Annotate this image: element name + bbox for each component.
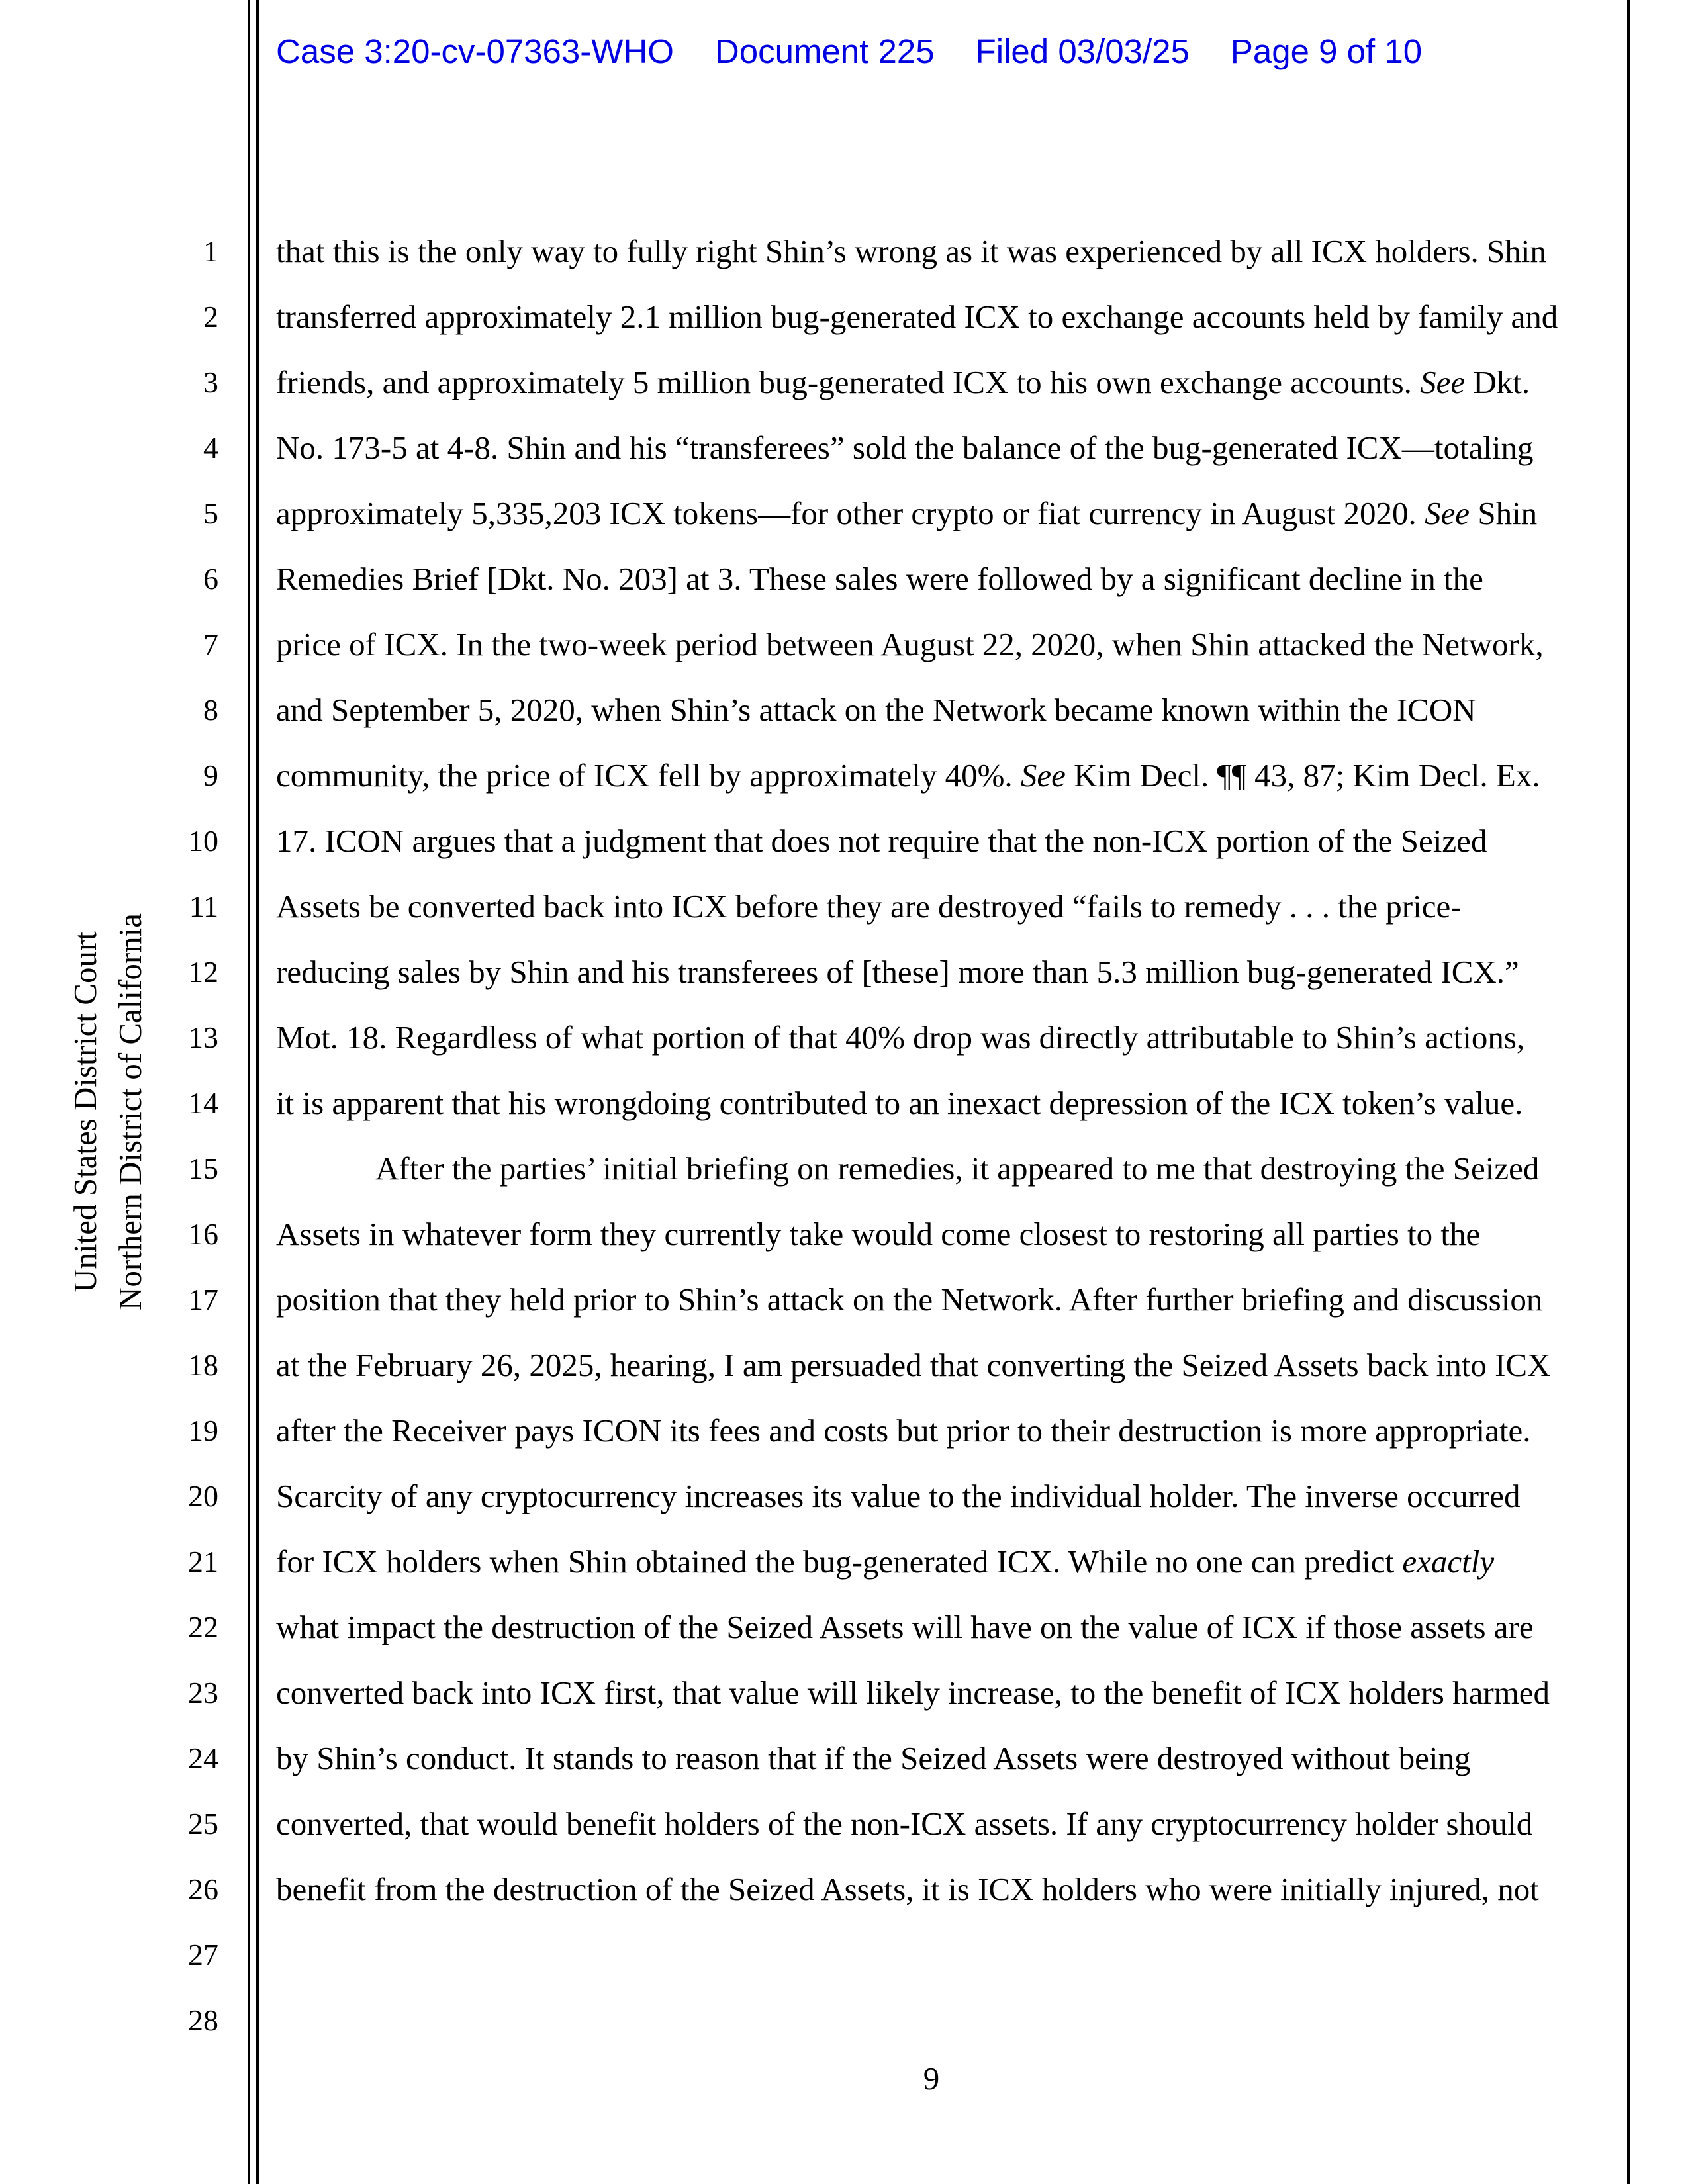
order-body-text — [276, 218, 1587, 2053]
body-line: Mot. 18. Regardless of what portion of that 40% drop was directly attributable to Shin’s actions, — [276, 1019, 1525, 1056]
line-number: 28 — [188, 2003, 218, 2037]
document-number: Document 225 — [714, 32, 935, 70]
body-line: community, the price of ICX fell by approximately 40%. See Kim Decl. ¶¶ 43, 87; Kim Decl. Ex. — [276, 757, 1540, 794]
line-number: 6 — [203, 562, 218, 596]
line-number: 13 — [188, 1021, 218, 1054]
body-line: Remedies Brief [Dkt. No. 203] at 3. These sales were followed by a significant decline in the — [276, 561, 1483, 597]
line-number: 23 — [188, 1676, 218, 1709]
body-line: after the Receiver pays ICON its fees and costs but prior to their destruction is more appropriate. — [276, 1412, 1531, 1449]
line-number: 20 — [188, 1479, 218, 1513]
body-line: reducing sales by Shin and his transferees of [these] more than 5.3 million bug-generated ICX.” — [276, 954, 1519, 990]
line-number: 5 — [203, 496, 218, 530]
body-line: Assets be converted back into ICX before they are destroyed “fails to remedy . . . the price- — [276, 888, 1462, 925]
page-indicator: Page 9 of 10 — [1230, 32, 1423, 70]
body-line — [276, 1922, 1587, 1987]
line-number: 11 — [189, 889, 218, 923]
court-name-line2: Northern District of California — [112, 913, 148, 1311]
case-number: Case 3:20-cv-07363-WHO — [276, 32, 674, 70]
body-line: transferred approximately 2.1 million bug-generated ICX to exchange accounts held by family and — [276, 298, 1558, 335]
line-number: 27 — [188, 1938, 218, 1972]
line-number: 16 — [188, 1217, 218, 1251]
line-number: 2 — [203, 300, 218, 334]
body-line: by Shin’s conduct. It stands to reason that if the Seized Assets were destroyed without being — [276, 1740, 1471, 1776]
body-line: at the February 26, 2025, hearing, I am persuaded that converting the Seized Assets back into ICX — [276, 1347, 1551, 1383]
footer-page-number: 9 — [923, 2060, 940, 2097]
line-number: 10 — [188, 824, 218, 858]
body-line: it is apparent that his wrongdoing contributed to an inexact depression of the ICX token’s value. — [276, 1085, 1523, 1121]
left-margin-rule-inner — [256, 0, 259, 2184]
right-margin-rule — [1627, 0, 1630, 2184]
body-line: No. 173-5 at 4-8. Shin and his “transferees” sold the balance of the bug-generated ICX—totaling — [276, 430, 1534, 466]
body-line: and September 5, 2020, when Shin’s attack on the Network became known within the ICON — [276, 692, 1476, 728]
body-line — [276, 1987, 1587, 2053]
line-number: 26 — [188, 1872, 218, 1906]
court-name-line1: United States District Court — [67, 931, 103, 1293]
body-line: that this is the only way to fully right Shin’s wrong as it was experienced by all ICX holders. Shin — [276, 233, 1546, 269]
line-number: 8 — [203, 693, 218, 727]
body-line: Assets in whatever form they currently take would come closest to restoring all parties to the — [276, 1216, 1481, 1252]
line-number: 15 — [188, 1152, 218, 1185]
body-line: position that they held prior to Shin’s attack on the Network. After further briefing and discussion — [276, 1281, 1543, 1318]
body-line: friends, and approximately 5 million bug-generated ICX to his own exchange accounts. See Dkt. — [276, 364, 1530, 400]
line-number: 21 — [188, 1545, 218, 1578]
body-line: price of ICX. In the two-week period between August 22, 2020, when Shin attacked the Network, — [276, 626, 1544, 662]
body-line: converted, that would benefit holders of the non-ICX assets. If any cryptocurrency holder should — [276, 1805, 1533, 1842]
line-number: 9 — [203, 758, 218, 792]
ecf-header-stamp — [276, 32, 1422, 71]
body-line: After the parties’ initial briefing on remedies, it appeared to me that destroying the Seized — [375, 1150, 1540, 1187]
line-number: 1 — [203, 234, 218, 268]
line-number: 17 — [188, 1283, 218, 1316]
line-number: 12 — [188, 955, 218, 989]
body-line: for ICX holders when Shin obtained the bug-generated ICX. While no one can predict exactly — [276, 1543, 1495, 1580]
body-line: 17. ICON argues that a judgment that does not require that the non-ICX portion of the Seized — [276, 823, 1487, 859]
line-number: 19 — [188, 1414, 218, 1447]
line-number: 7 — [203, 627, 218, 661]
line-number: 22 — [188, 1610, 218, 1644]
pleading-line-numbers — [152, 218, 218, 2053]
body-line: approximately 5,335,203 ICX tokens—for other crypto or fiat currency in August 2020. See Shin — [276, 495, 1538, 531]
filed-date: Filed 03/03/25 — [975, 32, 1190, 70]
line-number: 24 — [188, 1741, 218, 1775]
body-line: benefit from the destruction of the Seized Assets, it is ICX holders who were initially injured, not — [276, 1871, 1539, 1907]
line-number: 3 — [203, 365, 218, 399]
line-number: 14 — [188, 1086, 218, 1120]
line-number: 4 — [203, 431, 218, 465]
left-margin-rule-outer — [248, 0, 250, 2184]
body-line: converted back into ICX first, that value will likely increase, to the benefit of ICX holders harmed — [276, 1674, 1550, 1711]
line-number: 25 — [188, 1807, 218, 1841]
court-name-vertical — [63, 913, 153, 1310]
body-line: what impact the destruction of the Seized Assets will have on the value of ICX if those assets are — [276, 1609, 1534, 1645]
body-line: Scarcity of any cryptocurrency increases its value to the individual holder. The inverse occurred — [276, 1478, 1521, 1514]
line-number: 18 — [188, 1348, 218, 1382]
